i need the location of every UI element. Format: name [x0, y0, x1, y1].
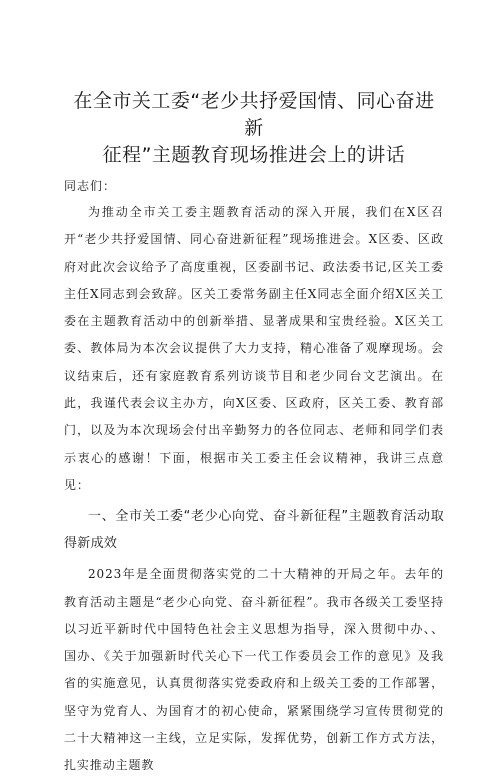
body-paragraph-1: 为推动全市关工委主题教育活动的深入开展，我们在X区召开“老少共抒爱国情、同心奋进新征程”现场推进会。X区委、区政府对此次会议给予了高度重视，区委副书记、政法委书记,区关工委主任X同志到会致辞。区关工委常务副主任X同志全面介绍X区关工委在主题教育活动中的创新举措、显著成果和宝贵经验。X区关工委、教体局为本次会议提供了大力支持，精心准备了观摩现场。会议结束后，还有家庭教育系列访谈节目和老少同台文艺演出。在此，我谨代表会议主办方，向X区委、区政府，区关工委、教育部门，以及为本次现场会付出辛勤努力的各位同志、老师和同学们表示衷心的感谢！下面，根据市关工委主任会议精神，我讲三点意见： [64, 205, 444, 492]
section-heading-1: 一、全市关工委“老少心向党、奋斗新征程”主题教育活动取得新成效 [64, 509, 444, 552]
salutation: 同志们： [64, 179, 117, 193]
title-line-2: 征程”主题教育现场推进会上的讲话 [102, 144, 406, 166]
title-line-1: 在全市关工委“老少共抒爱国情、同心奋进新 [73, 90, 435, 139]
body-paragraph-2: 2023年是全面贯彻落实党的二十大精神的开局之年。去年的教育活动主题是“老少心向党、奋斗新征程”。我市各级关工委坚持以习近平新时代中国特色社会主义思想为指导，深入贯彻中办、、国办、《关于加强新时代关心下一代工作委员会工作的意见》及我省的实施意见，认真贯彻落实党委政府和上级关工委的工作部署，坚守为党育人、为国育才的初心使命，紧紧围绕学习宣传贯彻党的二十大精神这一主线，立足实际，发挥优势，创新工作方式方法，扎实推动主题教 [64, 567, 444, 773]
document-title [64, 88, 444, 169]
